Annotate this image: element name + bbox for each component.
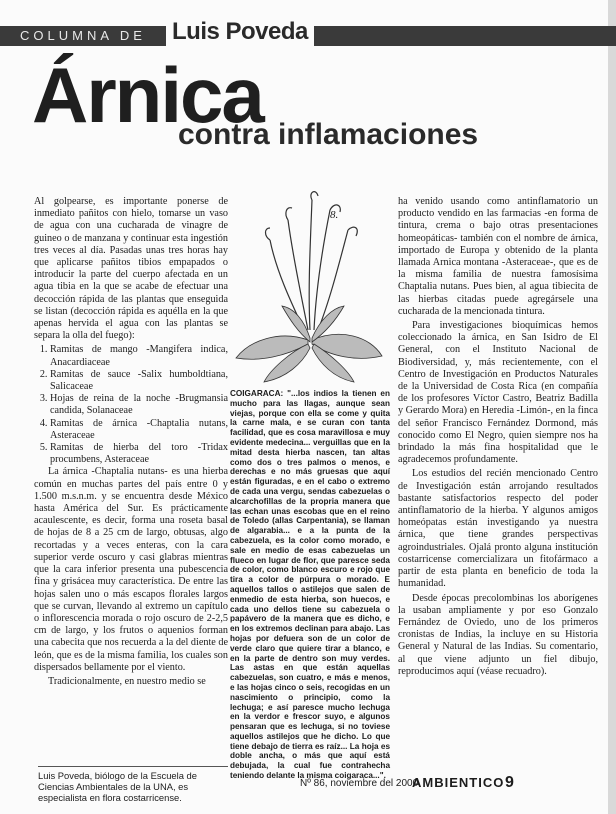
paragraph: ha venido usando como antinflamatorio un producto vendido en las farmacias -en forma de tintura, crema o bajo otras presentaciones homeopáticas- también con el nombre de árnica, importado de Europa y obtenido de la planta llamada Arnica montana -Asteraceae-, que es de la misma familia de nuestra famosísima Chaptalia nutans. Pues bien, al agua tibiecita de las hierbas citadas puede agregársele una cucharada de la mencionada tintura. <box>398 196 598 317</box>
list-item: 3. Hojas de reina de la noche -Brugmansia candida, Solanaceae <box>50 393 228 417</box>
historical-quote-box: COIGARACA: "...los indios la tienen en mucho para las llagas, aunque sean viejas, porque con ella se come y quita la carne mala, e se curan con tanta facilidad, que es cosa maravillosa e muy evidente medecina... verguillas que en la mitad desta hierba nascen, tan altas como dos o tres palmos o menos, e derechas e no más gruesas que aquí están figuradas, e en el cabo o extremo de cada una vergu, sendas cabezuelas o alcarchofillas de la propria manera que las echan unas escobas que en el reino de Toledo (allas Carpentania), se llaman de algarabia... e a la punta de la cabezuela, es la color como morado, e sale en medio de esas cabezuelas un flueco en lugar de flor, que paresce seda de color, como blanco escuro e rojo que tira a color de púrpura o morado. E aquellos tallos o astilejos que salen de enmedio de esta hierba, son huecos, e cada uno dellos tiene su cabezuela o papávero de la manera que es dicho, e en los extremos declinan para abajo. Las hojas por defuera son de un color de verde claro que quiere tirar a blanco, e en la parte de dentro son muy verdes. Las astas en que están aquellas cabezuelas, son cuatro, e más e menos, e las hojas cinco o seis, recogidas en un nascimiento o principio, como la lechuga; e así paresce mucho lechuga en la verdor e frescor suyo, e algunos pensaran que es lechuga, si no toviese aquellos astilejos que he dicho. Lo que tiene debajo de tierra es raíz... La hoja es doble ancha, o más que aquí está debujada, la cual fue contrahecha teniendo delante la misma coigaraca...". <box>230 389 390 781</box>
paragraph: Al golpearse, es importante ponerse de inmediato pañitos con hielo, tomarse un vaso de agua con una cucharada de vinagre de guineo o de manzana y continuar esta ingestión tres veces al día. Pasadas unas tres horas hay que aplicarse pañitos tibios empapados o introducir la parte del cuerpo afectada en un agua tibia en la que se acabe de efectuar una decocción rápida de las plantas que enseguida se listan (decocción rápida es aquélla en la que apenas hervida el agua con las plantas se separa la olla del fuego): <box>34 196 228 342</box>
column-author: Luis Poveda <box>166 18 314 46</box>
article-subtitle: contra inflamaciones <box>178 118 479 151</box>
magazine-brand: AMBIENTICO <box>412 775 505 790</box>
issue-info: Nº 86, noviembre del 2000 <box>300 778 419 789</box>
author-bio: Luis Poveda, biólogo de la Escuela de Ciencias Ambientales de la UNA, es especialista en flora costarricense. <box>38 770 197 803</box>
arnica-plant-illustration <box>230 180 386 384</box>
paragraph: La árnica -Chaptalia nutans- es una hierba común en muchas partes del país entre 0 y 1.500 m.s.n.m. y se encuentra desde México hasta América del Sur. Es prácticamente acaulescente, es decir, forma una roseta basal de hojas de 8 a 25 cm de largo, obtusas, algo recortadas y a veces enteras, con la cara superior verde oscuro y casi glabras mientras que la cara inferior presenta una pubescencia fina y grisácea muy característica. De entre las hojas salen uno o más escapos florales largos que se curvan, llevando al extremo un capítulo o inflorescencia morada o rojo oscuro de 2-2,5 cm de largo, y los frutos o aquenios forman una cabecita que nos recuerda a la del diente de león, que es de la misma familia, los cuales son dispersados bellamente por el viento. <box>34 466 228 673</box>
paragraph: Para investigaciones bioquímicas hemos coleccionado la árnica, en San Isidro de El General, con el Instituto Nacional de Biodiversidad, y, más recientemente, con el Centro de Investigación en Productos Naturales de la Universidad de Costa Rica (en compañía de los profesores Víctor Castro, Beatriz Badilla y Gerardo Mora) en Heredia -Limón-, en la finca del señor Francisco Fernández Dormond, más conocido como El Negro, quien siempre nos ha brindado la más fina hospitalidad que le agradecemos profundamente. <box>398 320 598 466</box>
text-column-3 <box>398 196 598 680</box>
bio-divider <box>38 766 228 767</box>
column-kicker: COLUMNA DE <box>14 28 152 43</box>
paragraph: Tradicionalmente, en nuestro medio se <box>48 675 206 687</box>
list-item: 5. Ramitas de hierba del toro -Tridax procumbens, Asteraceae <box>50 442 228 466</box>
list-item: 4. Ramitas de árnica -Chaptalia nutans, Asteraceae <box>50 418 228 442</box>
paragraph: Los estudios del recién mencionado Centro de Investigación están arrojando resultados bastante satisfactorios respecto del poder antinflamatorio de la hierba. Y algunos amigos homeópatas están investigando ya nuestra árnica, que tiene grandes perspectivas agroindustriales. Ojalá pronto alguna institución costarricense comercializara un fitofármaco a partir de esta planta en beneficio de toda la humanidad. <box>398 468 598 590</box>
page-number: 9 <box>505 774 514 791</box>
figure-label: 8. <box>330 209 339 221</box>
page-edge-shadow <box>608 0 616 814</box>
plant-list <box>34 344 228 466</box>
text-column-1 <box>34 196 228 690</box>
list-item: 1. Ramitas de mango -Mangifera indica, Anacardiaceae <box>50 344 228 368</box>
paragraph: Desde épocas precolombinas los aborígenes la usaban ampliamente y por eso Gonzalo Fernández de Oviedo, uno de los primeros cronistas de Indias, la incluye en su Historia General y Natural de las Indias. Su comentario, al que viene adjunto un fiel dibujo, reproducimos aquí (véase recuadro). <box>398 592 598 677</box>
list-item: 2. Ramitas de sauce -Salix humboldtiana, Salicaceae <box>50 369 228 393</box>
article-title: Árnica <box>32 51 263 139</box>
